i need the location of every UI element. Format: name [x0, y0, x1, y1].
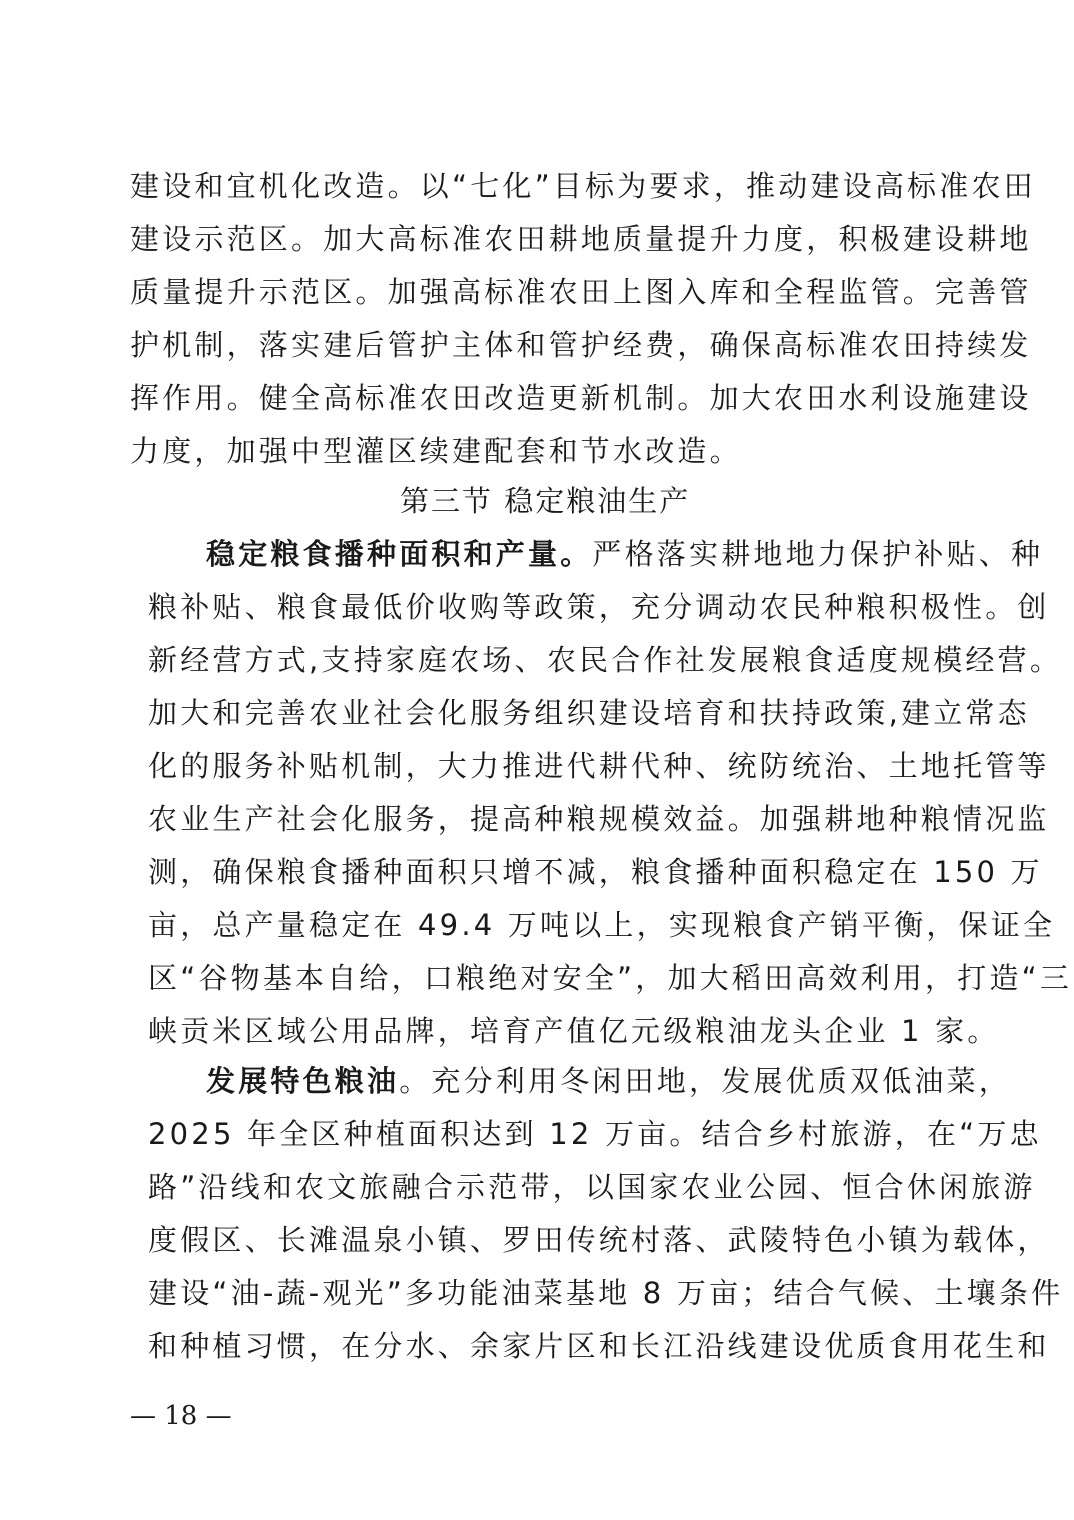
body-line: 护机制，落实建后管护主体和管护经费，确保高标准农田持续发 [130, 328, 1032, 362]
body-line: 测，确保粮食播种面积只增不减，粮食播种面积稳定在 150 万 [148, 855, 1043, 889]
body-line: 力度，加强中型灌区续建配套和节水改造。 [130, 434, 742, 468]
body-line: 新经营方式,支持家庭农场、农民合作社发展粮食适度规模经营。 [148, 643, 1063, 677]
body-line: 峡贡米区域公用品牌，培育产值亿元级粮油龙头企业 1 家。 [148, 1014, 1000, 1048]
paragraph-first-line [206, 534, 1043, 574]
page-number: — 18 — [130, 1401, 232, 1431]
body-line: 路”沿线和农文旅融合示范带，以国家农业公园、恒合休闲旅游 [148, 1170, 1036, 1204]
paragraph-lead: 发展特色粮油 [206, 1064, 400, 1098]
body-line: 亩，总产量稳定在 49.4 万吨以上，实现粮食产销平衡，保证全 [148, 908, 1056, 942]
paragraph-lead: 稳定粮食播种面积和产量。 [206, 537, 593, 571]
body-line: 挥作用。健全高标准农田改造更新机制。加大农田水利设施建设 [130, 381, 1032, 415]
body-line: 化的服务补贴机制，大力推进代耕代种、统防统治、土地托管等 [148, 749, 1050, 783]
body-line: 建设“油-蔬-观光”多功能油菜基地 8 万亩；结合气候、土壤条件 [148, 1276, 1064, 1310]
body-line: 加大和完善农业社会化服务组织建设培育和扶持政策,建立常态 [148, 696, 1030, 730]
body-line: 粮补贴、粮食最低价收购等政策，充分调动农民种粮积极性。创 [148, 590, 1050, 624]
body-line: 建设示范区。加大高标准农田耕地质量提升力度，积极建设耕地 [130, 222, 1032, 256]
body-line: 建设和宜机化改造。以“七化”目标为要求，推动建设高标准农田 [130, 169, 1036, 203]
paragraph-text: 。充分利用冬闲田地，发展优质双低油菜， [399, 1064, 1012, 1098]
body-line: 度假区、长滩温泉小镇、罗田传统村落、武陵特色小镇为载体， [148, 1223, 1050, 1257]
section-heading: 第三节 稳定粮油生产 [400, 484, 691, 518]
body-line: 区“谷物基本自给，口粮绝对安全”，加大稻田高效利用，打造“三 [148, 961, 1073, 995]
paragraph-first-line [206, 1061, 1011, 1101]
body-line: 质量提升示范区。加强高标准农田上图入库和全程监管。完善管 [130, 275, 1032, 309]
paragraph-text: 严格落实耕地地力保护补贴、种 [592, 537, 1044, 571]
body-line: 和种植习惯，在分水、余家片区和长江沿线建设优质食用花生和 [148, 1329, 1050, 1363]
body-line: 2025 年全区种植面积达到 12 万亩。结合乡村旅游，在“万忠 [148, 1117, 1042, 1151]
body-line: 农业生产社会化服务，提高种粮规模效益。加强耕地种粮情况监 [148, 802, 1050, 836]
